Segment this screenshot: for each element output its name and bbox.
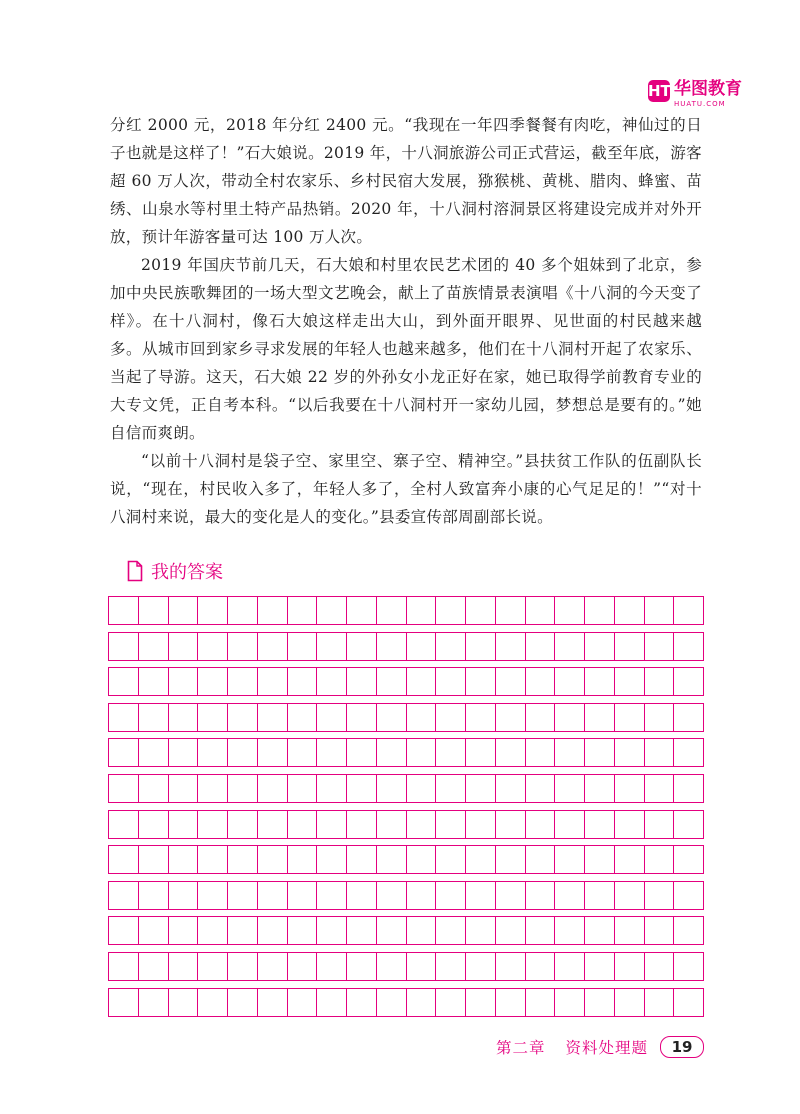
- grid-cell[interactable]: [465, 775, 495, 802]
- grid-cell[interactable]: [287, 668, 317, 695]
- grid-cell[interactable]: [168, 917, 198, 944]
- grid-cell[interactable]: [554, 811, 584, 838]
- grid-cell[interactable]: [465, 668, 495, 695]
- grid-row: [108, 703, 704, 732]
- grid-cell[interactable]: [138, 633, 168, 660]
- grid-cell[interactable]: [227, 846, 257, 873]
- grid-cell[interactable]: [316, 989, 346, 1016]
- grid-cell[interactable]: [525, 989, 555, 1016]
- grid-cell[interactable]: [465, 953, 495, 980]
- grid-cell[interactable]: [495, 989, 525, 1016]
- grid-cell[interactable]: [525, 953, 555, 980]
- grid-cell[interactable]: [495, 917, 525, 944]
- grid-cell[interactable]: [644, 597, 674, 624]
- grid-cell[interactable]: [554, 846, 584, 873]
- grid-cell[interactable]: [435, 811, 465, 838]
- logo-mark-icon: HT: [648, 82, 671, 100]
- grid-cell[interactable]: [495, 668, 525, 695]
- grid-cell[interactable]: [316, 775, 346, 802]
- grid-cell[interactable]: [554, 739, 584, 766]
- answer-header: [127, 558, 223, 584]
- grid-cell[interactable]: [435, 989, 465, 1016]
- grid-cell[interactable]: [584, 597, 614, 624]
- grid-cell[interactable]: [227, 668, 257, 695]
- grid-cell[interactable]: [644, 704, 674, 731]
- grid-cell[interactable]: [376, 846, 406, 873]
- grid-cell[interactable]: [346, 633, 376, 660]
- grid-cell[interactable]: [168, 882, 198, 909]
- grid-cell[interactable]: [673, 882, 703, 909]
- grid-cell[interactable]: [316, 739, 346, 766]
- grid-cell[interactable]: [376, 704, 406, 731]
- grid-cell[interactable]: [525, 739, 555, 766]
- grid-cell[interactable]: [584, 633, 614, 660]
- grid-cell[interactable]: [257, 704, 287, 731]
- grid-cell[interactable]: [109, 775, 138, 802]
- grid-cell[interactable]: [109, 917, 138, 944]
- grid-cell[interactable]: [584, 811, 614, 838]
- grid-cell[interactable]: [109, 882, 138, 909]
- grid-cell[interactable]: [346, 704, 376, 731]
- grid-cell[interactable]: [346, 668, 376, 695]
- grid-cell[interactable]: [554, 882, 584, 909]
- grid-cell[interactable]: [406, 597, 436, 624]
- grid-cell[interactable]: [109, 668, 138, 695]
- grid-cell[interactable]: [287, 917, 317, 944]
- grid-row: [108, 916, 704, 945]
- grid-cell[interactable]: [673, 633, 703, 660]
- grid-cell[interactable]: [346, 739, 376, 766]
- grid-cell[interactable]: [346, 597, 376, 624]
- grid-cell[interactable]: [287, 704, 317, 731]
- grid-cell[interactable]: [614, 882, 644, 909]
- grid-cell[interactable]: [138, 668, 168, 695]
- grid-cell[interactable]: [495, 775, 525, 802]
- logo-text: [674, 74, 742, 108]
- grid-cell[interactable]: [525, 668, 555, 695]
- grid-cell[interactable]: [287, 633, 317, 660]
- grid-cell[interactable]: [227, 811, 257, 838]
- grid-cell[interactable]: [406, 775, 436, 802]
- grid-cell[interactable]: [346, 917, 376, 944]
- grid-row: [108, 738, 704, 767]
- grid-cell[interactable]: [109, 704, 138, 731]
- grid-cell[interactable]: [614, 668, 644, 695]
- grid-cell[interactable]: [346, 953, 376, 980]
- grid-row: [108, 988, 704, 1017]
- grid-cell[interactable]: [465, 739, 495, 766]
- grid-cell[interactable]: [584, 882, 614, 909]
- grid-row: [108, 810, 704, 839]
- grid-cell[interactable]: [554, 989, 584, 1016]
- grid-cell[interactable]: [346, 775, 376, 802]
- grid-cell[interactable]: [673, 989, 703, 1016]
- grid-cell[interactable]: [376, 917, 406, 944]
- grid-cell[interactable]: [138, 597, 168, 624]
- grid-cell[interactable]: [584, 953, 614, 980]
- grid-row: [108, 881, 704, 910]
- grid-cell[interactable]: [435, 739, 465, 766]
- grid-row: [108, 952, 704, 981]
- grid-cell[interactable]: [495, 597, 525, 624]
- paragraph-3: “以前十八洞村是袋子空、家里空、寨子空、精神空。”县扶贫工作队的伍副队长说，“现在，村民收入多了，年轻人多了，全村人致富奔小康的心气足足的！”“对十八洞村来说，最大的变化是人的变化。”县委宣传部周副部长说。: [110, 452, 702, 526]
- grid-cell[interactable]: [227, 739, 257, 766]
- grid-cell[interactable]: [525, 775, 555, 802]
- grid-cell[interactable]: [435, 917, 465, 944]
- grid-cell[interactable]: [316, 668, 346, 695]
- grid-cell[interactable]: [644, 953, 674, 980]
- grid-cell[interactable]: [109, 739, 138, 766]
- grid-cell[interactable]: [138, 953, 168, 980]
- grid-cell[interactable]: [197, 953, 227, 980]
- grid-cell[interactable]: [614, 917, 644, 944]
- grid-cell[interactable]: [614, 597, 644, 624]
- grid-cell[interactable]: [376, 633, 406, 660]
- grid-cell[interactable]: [109, 811, 138, 838]
- grid-cell[interactable]: [138, 846, 168, 873]
- answer-title: 我的答案: [151, 562, 223, 583]
- grid-cell[interactable]: [168, 597, 198, 624]
- page-number: 19: [660, 1036, 704, 1058]
- grid-cell[interactable]: [197, 739, 227, 766]
- grid-cell[interactable]: [227, 882, 257, 909]
- grid-cell[interactable]: [673, 704, 703, 731]
- grid-cell[interactable]: [644, 811, 674, 838]
- grid-cell[interactable]: [257, 882, 287, 909]
- grid-cell[interactable]: [109, 953, 138, 980]
- logo-url: HUATU.COM: [674, 100, 726, 108]
- grid-cell[interactable]: [197, 704, 227, 731]
- grid-cell[interactable]: [287, 882, 317, 909]
- grid-cell[interactable]: [346, 811, 376, 838]
- article-body: [110, 111, 702, 531]
- grid-cell[interactable]: [197, 775, 227, 802]
- grid-cell[interactable]: [465, 917, 495, 944]
- grid-cell[interactable]: [287, 811, 317, 838]
- grid-cell[interactable]: [257, 989, 287, 1016]
- grid-cell[interactable]: [227, 775, 257, 802]
- grid-cell[interactable]: [673, 846, 703, 873]
- grid-cell[interactable]: [138, 811, 168, 838]
- grid-cell[interactable]: [376, 597, 406, 624]
- grid-cell[interactable]: [138, 917, 168, 944]
- grid-cell[interactable]: [673, 917, 703, 944]
- grid-cell[interactable]: [614, 739, 644, 766]
- grid-cell[interactable]: [257, 775, 287, 802]
- grid-cell[interactable]: [435, 704, 465, 731]
- grid-cell[interactable]: [227, 597, 257, 624]
- grid-cell[interactable]: [584, 739, 614, 766]
- grid-cell[interactable]: [287, 597, 317, 624]
- grid-cell[interactable]: [109, 633, 138, 660]
- grid-cell[interactable]: [465, 846, 495, 873]
- grid-cell[interactable]: [316, 633, 346, 660]
- grid-cell[interactable]: [435, 953, 465, 980]
- grid-cell[interactable]: [406, 846, 436, 873]
- grid-cell[interactable]: [644, 882, 674, 909]
- grid-cell[interactable]: [614, 989, 644, 1016]
- grid-cell[interactable]: [287, 739, 317, 766]
- grid-row: [108, 774, 704, 803]
- grid-cell[interactable]: [465, 704, 495, 731]
- grid-cell[interactable]: [614, 811, 644, 838]
- grid-cell[interactable]: [435, 597, 465, 624]
- grid-cell[interactable]: [406, 633, 436, 660]
- grid-cell[interactable]: [525, 917, 555, 944]
- grid-cell[interactable]: [614, 846, 644, 873]
- grid-cell[interactable]: [197, 917, 227, 944]
- grid-cell[interactable]: [584, 668, 614, 695]
- grid-cell[interactable]: [197, 989, 227, 1016]
- answer-grid[interactable]: [108, 596, 704, 1023]
- grid-cell[interactable]: [584, 846, 614, 873]
- chapter-label: 第二章: [495, 1039, 546, 1057]
- grid-cell[interactable]: [316, 953, 346, 980]
- grid-cell[interactable]: [376, 811, 406, 838]
- grid-cell[interactable]: [227, 704, 257, 731]
- grid-cell[interactable]: [495, 633, 525, 660]
- grid-cell[interactable]: [644, 917, 674, 944]
- grid-cell[interactable]: [138, 739, 168, 766]
- grid-cell[interactable]: [168, 846, 198, 873]
- grid-cell[interactable]: [465, 633, 495, 660]
- grid-cell[interactable]: [346, 846, 376, 873]
- grid-cell[interactable]: [376, 739, 406, 766]
- grid-cell[interactable]: [109, 989, 138, 1016]
- logo-name: 华图教育: [674, 79, 742, 99]
- grid-cell[interactable]: [138, 882, 168, 909]
- grid-cell[interactable]: [287, 846, 317, 873]
- grid-cell[interactable]: [644, 846, 674, 873]
- grid-cell[interactable]: [168, 953, 198, 980]
- grid-cell[interactable]: [554, 597, 584, 624]
- brand-logo: [648, 78, 742, 108]
- grid-cell[interactable]: [614, 704, 644, 731]
- grid-cell[interactable]: [257, 917, 287, 944]
- grid-cell[interactable]: [197, 633, 227, 660]
- grid-cell[interactable]: [644, 668, 674, 695]
- grid-cell[interactable]: [644, 775, 674, 802]
- grid-cell[interactable]: [316, 811, 346, 838]
- grid-cell[interactable]: [435, 882, 465, 909]
- grid-cell[interactable]: [495, 704, 525, 731]
- grid-cell[interactable]: [614, 775, 644, 802]
- grid-cell[interactable]: [197, 846, 227, 873]
- grid-cell[interactable]: [673, 739, 703, 766]
- grid-cell[interactable]: [525, 597, 555, 624]
- grid-cell[interactable]: [168, 704, 198, 731]
- grid-cell[interactable]: [406, 811, 436, 838]
- grid-cell[interactable]: [673, 668, 703, 695]
- grid-row: [108, 667, 704, 696]
- grid-cell[interactable]: [406, 989, 436, 1016]
- grid-cell[interactable]: [465, 882, 495, 909]
- grid-cell[interactable]: [554, 917, 584, 944]
- grid-cell[interactable]: [525, 811, 555, 838]
- grid-cell[interactable]: [614, 633, 644, 660]
- paragraph-1: 分红 2000 元，2018 年分红 2400 元。“我现在一年四季餐餐有肉吃，神仙过的日子也就是这样了！”石大娘说。2019 年，十八洞旅游公司正式营运，截至年底，游客超 60 万人次，带动全村农家乐、乡村民宿大发展，猕猴桃、黄桃、腊肉、蜂蜜、苗绣、山泉水等村里土特产品热销。2020 年，十八洞村溶洞景区将建设完成并对外开放，预计年游客量可达 100 万人次。: [110, 116, 702, 246]
- grid-cell[interactable]: [316, 882, 346, 909]
- grid-cell[interactable]: [525, 704, 555, 731]
- grid-cell[interactable]: [257, 633, 287, 660]
- grid-cell[interactable]: [197, 597, 227, 624]
- grid-cell[interactable]: [138, 775, 168, 802]
- grid-cell[interactable]: [584, 989, 614, 1016]
- grid-cell[interactable]: [584, 917, 614, 944]
- grid-cell[interactable]: [554, 633, 584, 660]
- grid-cell[interactable]: [138, 989, 168, 1016]
- grid-cell[interactable]: [435, 633, 465, 660]
- grid-cell[interactable]: [435, 668, 465, 695]
- grid-cell[interactable]: [168, 633, 198, 660]
- grid-cell[interactable]: [109, 846, 138, 873]
- grid-cell[interactable]: [406, 917, 436, 944]
- grid-cell[interactable]: [227, 917, 257, 944]
- grid-cell[interactable]: [346, 989, 376, 1016]
- grid-cell[interactable]: [376, 882, 406, 909]
- grid-cell[interactable]: [554, 704, 584, 731]
- grid-cell[interactable]: [406, 668, 436, 695]
- grid-cell[interactable]: [287, 775, 317, 802]
- grid-cell[interactable]: [138, 704, 168, 731]
- grid-cell[interactable]: [495, 953, 525, 980]
- grid-cell[interactable]: [376, 775, 406, 802]
- grid-cell[interactable]: [109, 597, 138, 624]
- grid-cell[interactable]: [673, 811, 703, 838]
- grid-cell[interactable]: [673, 953, 703, 980]
- paragraph-2: 2019 年国庆节前几天，石大娘和村里农民艺术团的 40 多个姐妹到了北京，参加中央民族歌舞团的一场大型文艺晚会，献上了苗族情景表演唱《十八洞的今天变了样》。在十八洞村，像石大娘这样走出大山，到外面开眼界、见世面的村民越来越多。从城市回到家乡寻求发展的年轻人也越来越多，他们在十八洞村开起了农家乐、当起了导游。这天，石大娘 22 岁的外孙女小龙正好在家，她已取得学前教育专业的大专文凭，正自考本科。“以后我要在十八洞村开一家幼儿园，梦想总是要有的。”她自信而爽朗。: [110, 256, 702, 442]
- grid-cell[interactable]: [197, 668, 227, 695]
- grid-cell[interactable]: [644, 633, 674, 660]
- grid-cell[interactable]: [316, 597, 346, 624]
- grid-cell[interactable]: [644, 989, 674, 1016]
- grid-cell[interactable]: [257, 739, 287, 766]
- grid-cell[interactable]: [227, 989, 257, 1016]
- grid-cell[interactable]: [257, 846, 287, 873]
- grid-cell[interactable]: [554, 953, 584, 980]
- grid-cell[interactable]: [316, 846, 346, 873]
- grid-cell[interactable]: [406, 704, 436, 731]
- page-footer: [496, 1034, 704, 1060]
- grid-row: [108, 632, 704, 661]
- grid-cell[interactable]: [465, 811, 495, 838]
- grid-cell[interactable]: [465, 989, 495, 1016]
- grid-cell[interactable]: [495, 882, 525, 909]
- grid-cell[interactable]: [168, 811, 198, 838]
- grid-cell[interactable]: [554, 775, 584, 802]
- grid-cell[interactable]: [376, 989, 406, 1016]
- grid-cell[interactable]: [525, 846, 555, 873]
- grid-cell[interactable]: [287, 953, 317, 980]
- grid-cell[interactable]: [316, 704, 346, 731]
- grid-cell[interactable]: [168, 989, 198, 1016]
- grid-cell[interactable]: [525, 882, 555, 909]
- grid-cell[interactable]: [316, 917, 346, 944]
- document-icon: [127, 560, 143, 582]
- grid-cell[interactable]: [168, 739, 198, 766]
- grid-cell[interactable]: [406, 882, 436, 909]
- grid-cell[interactable]: [584, 704, 614, 731]
- grid-cell[interactable]: [465, 597, 495, 624]
- grid-cell[interactable]: [495, 811, 525, 838]
- grid-cell[interactable]: [554, 668, 584, 695]
- grid-cell[interactable]: [376, 953, 406, 980]
- grid-cell[interactable]: [287, 989, 317, 1016]
- grid-cell[interactable]: [168, 775, 198, 802]
- grid-cell[interactable]: [227, 953, 257, 980]
- grid-cell[interactable]: [495, 846, 525, 873]
- grid-row: [108, 596, 704, 625]
- grid-cell[interactable]: [346, 882, 376, 909]
- grid-cell[interactable]: [257, 953, 287, 980]
- grid-cell[interactable]: [197, 811, 227, 838]
- grid-cell[interactable]: [644, 739, 674, 766]
- grid-cell[interactable]: [584, 775, 614, 802]
- chapter-title: 资料处理题: [565, 1039, 648, 1057]
- grid-cell[interactable]: [673, 597, 703, 624]
- grid-cell[interactable]: [257, 597, 287, 624]
- grid-cell[interactable]: [435, 775, 465, 802]
- grid-cell[interactable]: [168, 668, 198, 695]
- grid-cell[interactable]: [673, 775, 703, 802]
- grid-cell[interactable]: [614, 953, 644, 980]
- grid-cell[interactable]: [227, 633, 257, 660]
- grid-cell[interactable]: [257, 811, 287, 838]
- grid-row: [108, 845, 704, 874]
- grid-cell[interactable]: [197, 882, 227, 909]
- grid-cell[interactable]: [376, 668, 406, 695]
- grid-cell[interactable]: [495, 739, 525, 766]
- grid-cell[interactable]: [406, 739, 436, 766]
- grid-cell[interactable]: [525, 633, 555, 660]
- grid-cell[interactable]: [257, 668, 287, 695]
- grid-cell[interactable]: [406, 953, 436, 980]
- grid-cell[interactable]: [435, 846, 465, 873]
